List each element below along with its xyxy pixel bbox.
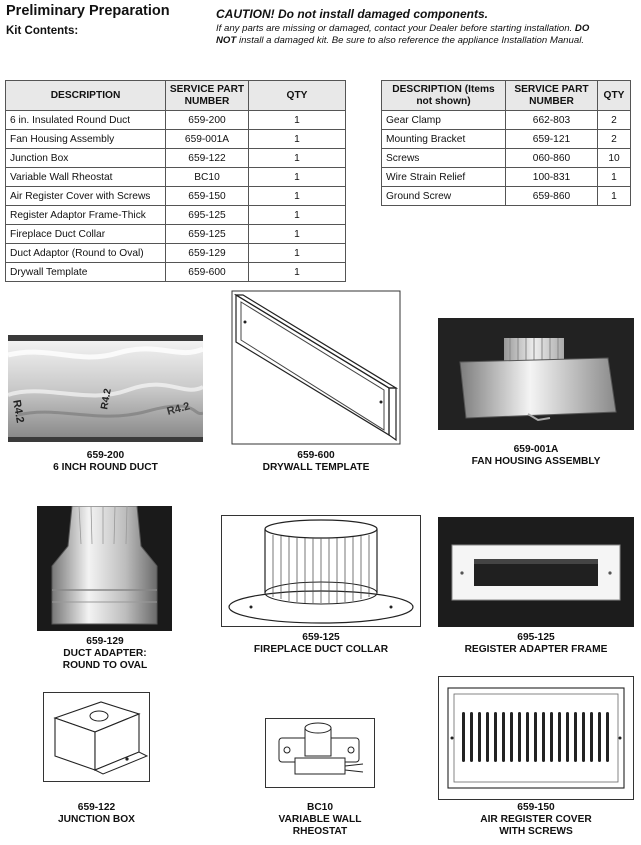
- items-not-shown-table: [381, 80, 631, 206]
- register-frame-caption: [438, 632, 634, 656]
- cell-description: 6 in. Insulated Round Duct: [6, 111, 166, 130]
- cell-description: Junction Box: [6, 149, 166, 168]
- cell-qty: 1: [598, 187, 631, 206]
- part-number: 695-125: [517, 632, 555, 643]
- col-description: DESCRIPTION: [6, 81, 166, 111]
- drywall-template-caption: [231, 450, 401, 474]
- rheostat-caption: [245, 802, 395, 838]
- part-name: ROUND TO OVAL: [62, 660, 148, 671]
- part-name: WITH SCREWS: [499, 826, 573, 837]
- part-number: 659-150: [517, 802, 555, 813]
- cell-qty: 1: [598, 168, 631, 187]
- cell-qty: 1: [249, 206, 346, 225]
- cell-description: Gear Clamp: [382, 111, 506, 130]
- part-name: RHEOSTAT: [292, 826, 348, 837]
- cell-qty: 1: [249, 130, 346, 149]
- part-number: 659-125: [302, 632, 340, 643]
- cell-qty: 1: [249, 187, 346, 206]
- register-cover-drawing: [438, 676, 634, 800]
- round-duct-caption: [8, 450, 203, 474]
- col-qty: QTY: [249, 81, 346, 111]
- cell-description: Register Adaptor Frame-Thick: [6, 206, 166, 225]
- part-name: FAN HOUSING ASSEMBLY: [471, 456, 601, 467]
- cell-part-number: 100-831: [506, 168, 598, 187]
- table-row: [382, 111, 631, 130]
- col-service-part-number: SERVICE PART NUMBER: [166, 81, 249, 111]
- part-number: 659-129: [86, 636, 124, 647]
- cell-part-number: 659-200: [166, 111, 249, 130]
- part-name: 6 INCH ROUND DUCT: [53, 462, 158, 473]
- table-row: [6, 187, 346, 206]
- part-number: 659-001A: [513, 444, 559, 455]
- duct-adapter-photo: [37, 506, 172, 631]
- table-row: [382, 168, 631, 187]
- table-header-row: [382, 81, 631, 111]
- cell-part-number: 060-860: [506, 149, 598, 168]
- cell-description: Drywall Template: [6, 263, 166, 282]
- cell-description: Fireplace Duct Collar: [6, 225, 166, 244]
- junction-box-drawing: [43, 692, 150, 782]
- duct-collar-drawing: [221, 515, 421, 627]
- cell-part-number: 659-129: [166, 244, 249, 263]
- duct-collar-caption: [221, 632, 421, 656]
- cell-part-number: 659-001A: [166, 130, 249, 149]
- cell-qty: 2: [598, 130, 631, 149]
- cell-description: Air Register Cover with Screws: [6, 187, 166, 206]
- cell-part-number: BC10: [166, 168, 249, 187]
- part-name: DRYWALL TEMPLATE: [262, 462, 370, 473]
- cell-description: Duct Adaptor (Round to Oval): [6, 244, 166, 263]
- drywall-template-drawing: [231, 290, 401, 445]
- register-cover-caption: [438, 802, 634, 838]
- part-name: DUCT ADAPTER:: [63, 648, 147, 659]
- cell-qty: 10: [598, 149, 631, 168]
- table-row: [382, 149, 631, 168]
- junction-box-caption: [30, 802, 163, 826]
- cell-part-number: 659-860: [506, 187, 598, 206]
- part-name: AIR REGISTER COVER: [480, 814, 592, 825]
- rheostat-drawing: [265, 718, 375, 788]
- part-number: BC10: [306, 802, 334, 813]
- cell-description: Variable Wall Rheostat: [6, 168, 166, 187]
- cell-qty: 2: [598, 111, 631, 130]
- part-number: 659-200: [86, 450, 125, 461]
- table-row: [6, 130, 346, 149]
- cell-description: Wire Strain Relief: [382, 168, 506, 187]
- table-row: [382, 130, 631, 149]
- cell-qty: 1: [249, 244, 346, 263]
- cell-part-number: 659-600: [166, 263, 249, 282]
- cell-qty: 1: [249, 168, 346, 187]
- cell-part-number: 659-125: [166, 225, 249, 244]
- page-title: Preliminary Preparation: [6, 3, 170, 19]
- part-name: FIREPLACE DUCT COLLAR: [253, 644, 389, 655]
- table-row: [6, 206, 346, 225]
- cell-description: Screws: [382, 149, 506, 168]
- table-header-row: [6, 81, 346, 111]
- cell-description: Fan Housing Assembly: [6, 130, 166, 149]
- part-number: 659-122: [77, 802, 116, 813]
- cell-part-number: 659-122: [166, 149, 249, 168]
- cell-part-number: 662-803: [506, 111, 598, 130]
- fan-housing-caption: [438, 444, 634, 468]
- col-description-not-shown: DESCRIPTION (Items not shown): [382, 81, 506, 111]
- kit-contents-table: [5, 80, 346, 282]
- cell-description: Mounting Bracket: [382, 130, 506, 149]
- table-row: [6, 225, 346, 244]
- col-service-part-number: SERVICE PART NUMBER: [506, 81, 598, 111]
- cell-description: Ground Screw: [382, 187, 506, 206]
- part-number: 659-600: [297, 450, 335, 461]
- register-frame-photo: [438, 517, 634, 627]
- cell-part-number: 659-150: [166, 187, 249, 206]
- part-name: JUNCTION BOX: [58, 814, 135, 825]
- cell-qty: 1: [249, 111, 346, 130]
- table-row: [382, 187, 631, 206]
- cell-part-number: 695-125: [166, 206, 249, 225]
- cell-qty: 1: [249, 149, 346, 168]
- caution-heading: CAUTION! Do not install damaged components.: [216, 7, 489, 21]
- round-duct-photo: [8, 335, 203, 442]
- cell-part-number: 659-121: [506, 130, 598, 149]
- cell-qty: 1: [249, 263, 346, 282]
- kit-contents-label: Kit Contents:: [6, 25, 79, 37]
- part-name: REGISTER ADAPTER FRAME: [464, 644, 608, 655]
- table-row: [6, 244, 346, 263]
- table-row: [6, 168, 346, 187]
- cell-qty: 1: [249, 225, 346, 244]
- fan-housing-photo: [438, 318, 634, 430]
- duct-print-text: R4.2: [99, 387, 114, 411]
- duct-adapter-caption: [20, 636, 190, 672]
- table-row: [6, 149, 346, 168]
- duct-print-text: R4.2: [165, 400, 192, 418]
- caution-note: If any parts are missing or damaged, contact your Dealer before starting installation. DO NOT install a damaged kit. Be sure to also reference the appliance Installation Manual.: [216, 23, 590, 46]
- table-row: [6, 111, 346, 130]
- part-name: VARIABLE WALL: [278, 814, 362, 825]
- duct-print-text: R4.2: [10, 398, 26, 424]
- col-qty: QTY: [598, 81, 631, 111]
- table-row: [6, 263, 346, 282]
